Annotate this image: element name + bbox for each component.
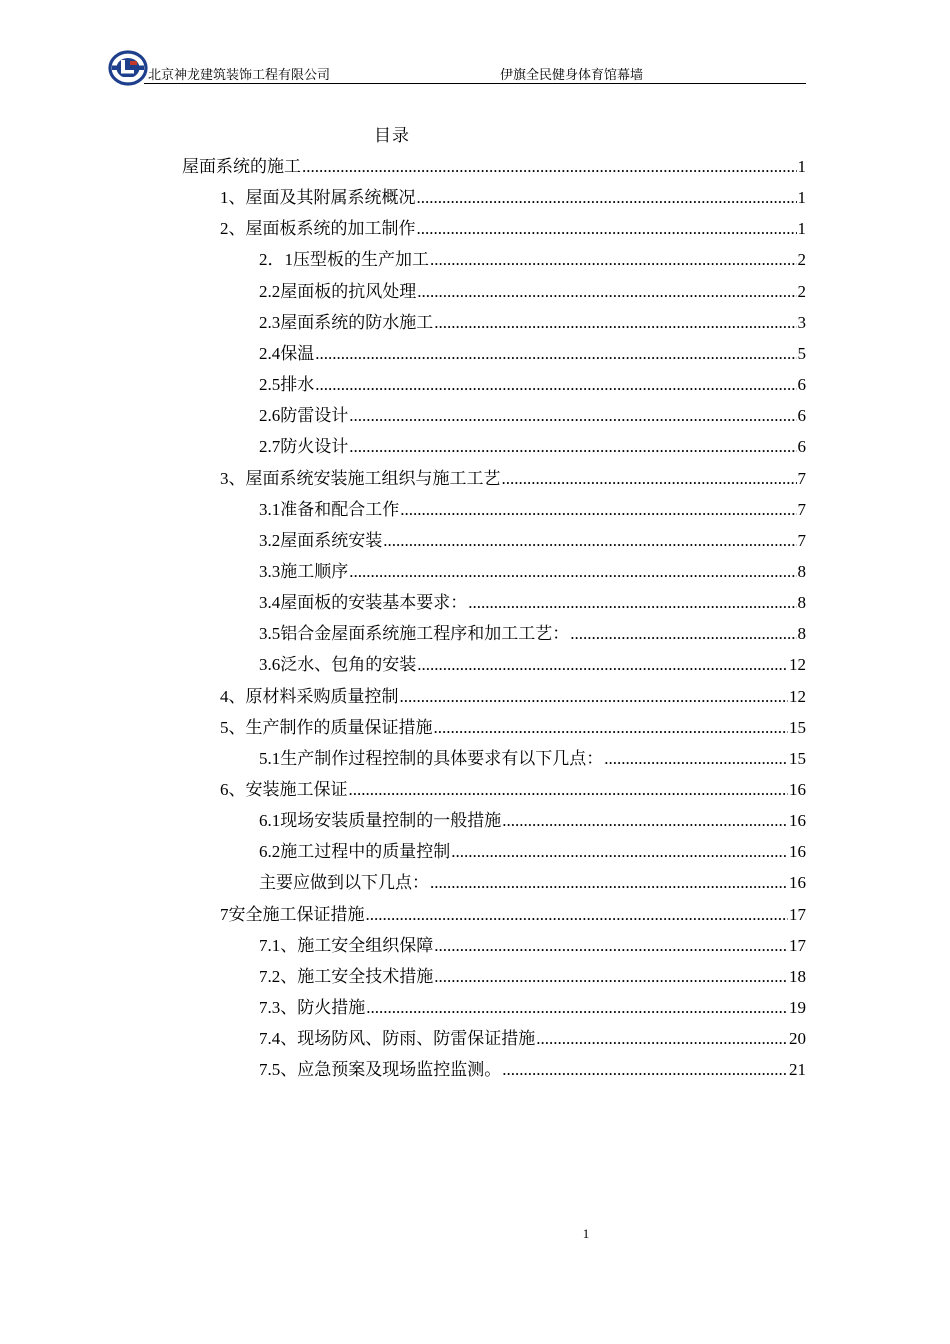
toc-entry-label: 2、屋面板系统的加工制作	[220, 219, 416, 239]
toc-entry-label: 7.5、应急预案及现场监控监测。	[259, 1060, 502, 1080]
toc-dot-leader	[417, 217, 797, 241]
toc-entry[interactable]	[220, 217, 806, 241]
toc-entry-page: 16	[789, 811, 806, 831]
toc-dot-leader	[570, 622, 796, 646]
toc-dot-leader	[434, 934, 788, 958]
toc-entry-page: 6	[797, 375, 806, 395]
toc-entry-label: 5.1生产制作过程控制的具体要求有以下几点：	[259, 748, 604, 768]
toc-entry[interactable]	[259, 809, 806, 833]
toc-entry-page: 16	[789, 873, 806, 893]
toc-dot-leader	[430, 248, 797, 272]
toc-entry-page: 12	[789, 686, 806, 706]
toc-entry-page: 8	[797, 561, 806, 581]
toc-entry[interactable]	[220, 716, 806, 740]
toc-entry-label: 4、原材料采购质量控制	[220, 686, 399, 706]
toc-entry[interactable]	[259, 965, 806, 989]
toc-entry-label: 5、生产制作的质量保证措施	[220, 717, 433, 737]
toc-dot-leader	[434, 716, 789, 740]
toc-entry[interactable]	[182, 155, 806, 179]
toc-entry-page: 21	[789, 1060, 806, 1080]
toc-dot-leader	[417, 280, 796, 304]
toc-entry-page: 7	[797, 468, 806, 488]
toc-entry-label: 6、安装施工保证	[220, 780, 348, 799]
toc-entry[interactable]	[220, 778, 806, 802]
toc-dot-leader	[451, 840, 788, 864]
toc-entry-page: 1	[797, 188, 806, 208]
toc-entry-label: 3.6泛水、包角的安装	[259, 655, 417, 675]
toc-dot-leader	[315, 373, 796, 397]
toc-entry-page: 17	[789, 935, 806, 955]
toc-dot-leader	[430, 871, 788, 895]
toc-entry-label: 3.1准备和配合工作	[259, 499, 400, 519]
toc-dot-leader	[502, 1058, 788, 1082]
toc-entry-label: 3.3施工顺序	[259, 561, 349, 581]
toc-entry-page: 1	[797, 157, 806, 176]
toc-entry-label: 2.4保温	[259, 343, 315, 363]
toc-entry[interactable]	[259, 622, 806, 646]
toc-dot-leader	[604, 747, 788, 771]
toc-dot-leader	[366, 903, 789, 927]
toc-dot-leader	[349, 404, 796, 428]
toc-entry-page: 6	[797, 437, 806, 457]
toc-entry[interactable]	[259, 934, 806, 958]
toc-dot-leader	[349, 560, 796, 584]
toc-entry[interactable]	[220, 903, 806, 927]
toc-dot-leader	[349, 778, 789, 802]
toc-entry-page: 12	[789, 655, 806, 675]
toc-entry[interactable]	[259, 311, 806, 335]
toc-entry-page: 19	[789, 998, 806, 1018]
toc-dot-leader	[434, 965, 788, 989]
toc-entry[interactable]	[259, 871, 806, 895]
toc-entry[interactable]	[259, 653, 806, 677]
toc-entry-page: 20	[789, 1029, 806, 1049]
toc-entry[interactable]	[259, 591, 806, 615]
toc-entry-page: 17	[789, 904, 806, 924]
company-logo-icon	[108, 50, 148, 86]
toc-dot-leader	[502, 809, 788, 833]
toc-entry-page: 16	[789, 842, 806, 862]
toc-entry[interactable]	[259, 1058, 806, 1082]
toc-entry-page: 2	[797, 250, 806, 270]
toc-entry[interactable]	[259, 529, 806, 553]
toc-entry-label: 2.5排水	[259, 375, 315, 395]
toc-entry-page: 1	[797, 219, 806, 239]
toc-entry-label: 主要应做到以下几点：	[259, 873, 429, 893]
toc-entry-label: 7.4、现场防风、防雨、防雷保证措施	[259, 1029, 536, 1049]
toc-entry-label: 2.3屋面系统的防水施工	[259, 312, 434, 332]
toc-entry[interactable]	[259, 840, 806, 864]
toc-entry-label: 6.1现场安装质量控制的一般措施	[259, 811, 502, 831]
toc-entry-label: 2.2屋面板的抗风处理	[259, 281, 417, 301]
toc-dot-leader	[417, 186, 797, 210]
toc-entry[interactable]	[259, 280, 806, 304]
toc-entry-page: 2	[797, 281, 806, 301]
toc-entry[interactable]	[259, 560, 806, 584]
toc-entry-label: 2．1压型板的生产加工	[259, 250, 429, 270]
toc-entry-label: 2.7防火设计	[259, 437, 349, 457]
page-number: 1	[582, 1226, 590, 1241]
toc-dot-leader	[302, 155, 797, 179]
toc-entry[interactable]	[259, 747, 806, 771]
toc-title: 目录	[374, 126, 410, 145]
toc-dot-leader	[468, 591, 796, 615]
toc-entry-label: 3.4屋面板的安装基本要求：	[259, 593, 468, 613]
toc-entry-page: 16	[789, 780, 806, 799]
toc-dot-leader	[536, 1027, 788, 1051]
toc-entry[interactable]	[220, 685, 806, 709]
toc-dot-leader	[417, 653, 788, 677]
toc-entry-label: 3.2屋面系统安装	[259, 530, 383, 550]
toc-entry-page: 5	[797, 343, 806, 363]
toc-entry-label: 2.6防雷设计	[259, 406, 349, 426]
toc-entry[interactable]	[259, 1027, 806, 1051]
toc-entry-label: 7.2、施工安全技术措施	[259, 966, 434, 986]
toc-entry-page: 8	[797, 624, 806, 644]
toc-entry[interactable]	[259, 498, 806, 522]
toc-entry-page: 15	[789, 748, 806, 768]
toc-dot-leader	[366, 996, 788, 1020]
toc-entry-page: 7	[797, 499, 806, 519]
toc-entry-label: 屋面系统的施工	[182, 157, 301, 176]
toc-dot-leader	[349, 435, 796, 459]
toc-entry[interactable]	[259, 404, 806, 428]
toc-entry-label: 3、屋面系统安装施工组织与施工工艺	[220, 468, 501, 488]
toc-entry[interactable]	[259, 996, 806, 1020]
toc-entry-page: 6	[797, 406, 806, 426]
toc-entry[interactable]	[259, 373, 806, 397]
toc-entry[interactable]	[220, 467, 806, 491]
toc-entry-page: 15	[789, 717, 806, 737]
toc-entry-label: 6.2施工过程中的质量控制	[259, 842, 451, 862]
toc-dot-leader	[383, 529, 796, 553]
toc-entry[interactable]	[220, 186, 806, 210]
toc-entry[interactable]	[259, 248, 806, 272]
header-divider	[144, 83, 806, 84]
toc-entry-page: 7	[797, 530, 806, 550]
toc-entry[interactable]	[259, 435, 806, 459]
toc-entry[interactable]	[259, 342, 806, 366]
toc-entry-page: 3	[797, 312, 806, 332]
toc-entry-page: 8	[797, 593, 806, 613]
project-name: 伊旗全民健身体育馆幕墙	[500, 67, 644, 82]
company-name: 北京神龙建筑装饰工程有限公司	[148, 67, 331, 82]
toc-dot-leader	[315, 342, 796, 366]
toc-entry-label: 7.3、防火措施	[259, 998, 366, 1018]
toc-entry-label: 3.5铝合金屋面系统施工程序和加工工艺：	[259, 624, 570, 644]
toc-dot-leader	[400, 498, 796, 522]
toc-entry-label: 1、屋面及其附属系统概况	[220, 188, 416, 208]
toc-dot-leader	[434, 311, 796, 335]
toc-dot-leader	[400, 685, 789, 709]
toc-entry-page: 18	[789, 966, 806, 986]
page-header	[108, 50, 806, 86]
toc-entry-label: 7安全施工保证措施	[220, 904, 365, 924]
toc-entry-label: 7.1、施工安全组织保障	[259, 935, 434, 955]
toc-dot-leader	[502, 467, 797, 491]
